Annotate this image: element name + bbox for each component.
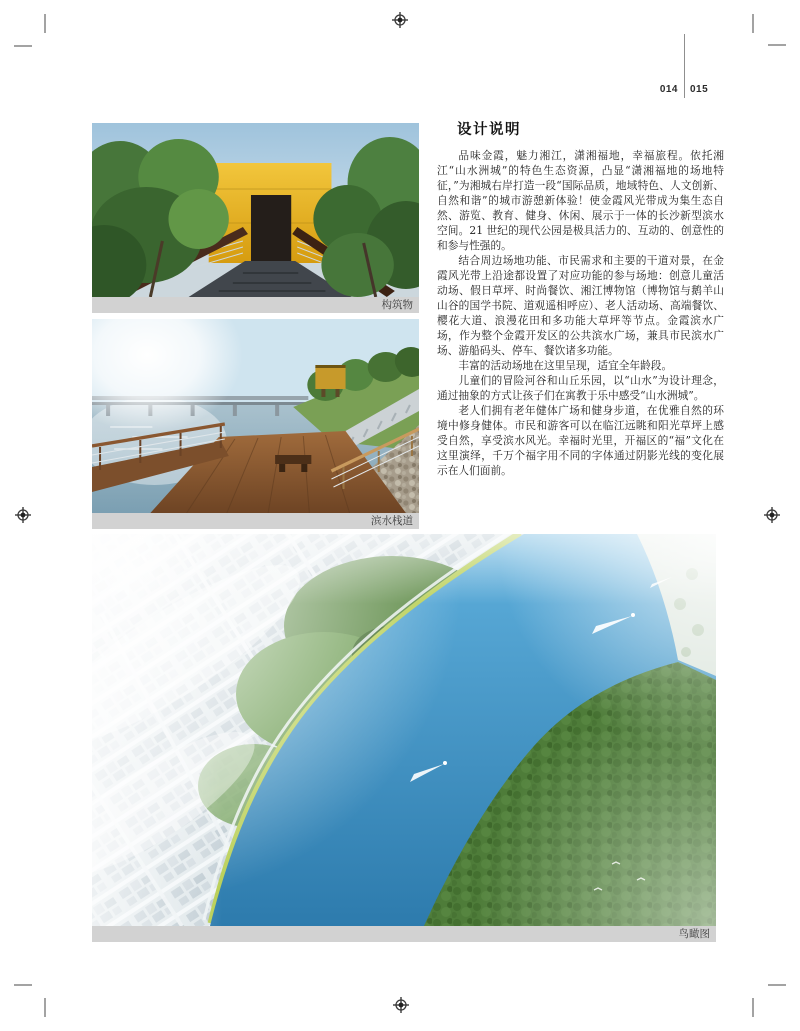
folio-left: 014 xyxy=(659,84,678,95)
crop-mark-top-left-h xyxy=(14,45,32,47)
registration-target-icon-top xyxy=(392,12,408,28)
article-body xyxy=(437,148,724,478)
figure-aerial xyxy=(92,534,716,942)
crop-mark-top-right-h xyxy=(768,44,786,46)
photo-caption-aerial: 鸟瞰图 xyxy=(92,926,716,942)
registration-target-icon-bottom xyxy=(393,997,409,1013)
crop-mark-bottom-left-h xyxy=(14,984,32,986)
aerial-photo xyxy=(92,534,716,926)
registration-target-icon-right xyxy=(764,507,780,523)
article-paragraph: 丰富的活动场地在这里呈现，适宜全年龄段。 xyxy=(458,359,673,372)
folio-divider xyxy=(684,34,685,98)
folio-right: 015 xyxy=(690,84,709,95)
article-paragraph: 结合周边场地功能、市民需求和主要的干道对景，在金霞风光带上沿途都设置了对应功能的参与场地：创意儿童活动场、假日草坪、时尚餐饮、湘江博物馆（博物馆与鹅羊山山谷的国学书院、道观遥相呼应）、老人活动场、高端餐饮、樱花大道、浪漫花田和多功能大草坪等节点。金霞滨水广场，作为整个金霞开发区的公共滨水广场，兼具市民滨水广场、游船码头、停车、餐饮诸多功能。 xyxy=(437,254,724,357)
structure-photo xyxy=(92,123,419,297)
article-paragraph: 儿童们的冒险河谷和山丘乐园，以“山水”为设计理念，通过抽象的方式让孩子们在寓教于乐中感受“山水洲城”。 xyxy=(437,374,724,402)
crop-mark-top-left-v xyxy=(44,14,46,33)
crop-mark-bottom-right-v xyxy=(752,998,754,1017)
article-paragraph: 老人们拥有老年健体广场和健身步道，在优雅自然的环境中修身健体。市民和游客可以在临江远眺和阳光草坪上感受自然，享受滨水风光。幸福时光里，开福区的“福”文化在这里演绎，千万个福字用不同的字体通过阴影光线的变化展示在人们面前。 xyxy=(437,404,724,477)
crop-mark-bottom-left-v xyxy=(44,998,46,1017)
figure-structure xyxy=(92,123,419,313)
crop-mark-bottom-right-h xyxy=(768,984,786,986)
figure-boardwalk xyxy=(92,319,419,529)
article-paragraph: 品味金霞，魅力湘江，潇湘福地，幸福旅程。依托湘江“山水洲城”的特色生态资源，凸显“潇湘福地的场地特征，”为湘城右岸打造一段“国际品质，地域特色、人文创新、自然和谐”的城市游憩新体验！使金霞风光带成为集生态自然、游览、教育、健身、休闲、展示于一体的长沙新型滨水空间。21 世纪的现代公园是极具活力的、互动的、创意性的和参与性强的。 xyxy=(437,149,724,252)
boardwalk-photo xyxy=(92,319,419,513)
dark-doorway xyxy=(251,195,291,261)
registration-target-icon-left xyxy=(15,507,31,523)
crop-mark-top-right-v xyxy=(752,14,754,33)
photo-caption-structure: 构筑物 xyxy=(92,297,419,313)
photo-caption-boardwalk: 滨水栈道 xyxy=(92,513,419,529)
article-title: 设计说明 xyxy=(457,122,521,138)
